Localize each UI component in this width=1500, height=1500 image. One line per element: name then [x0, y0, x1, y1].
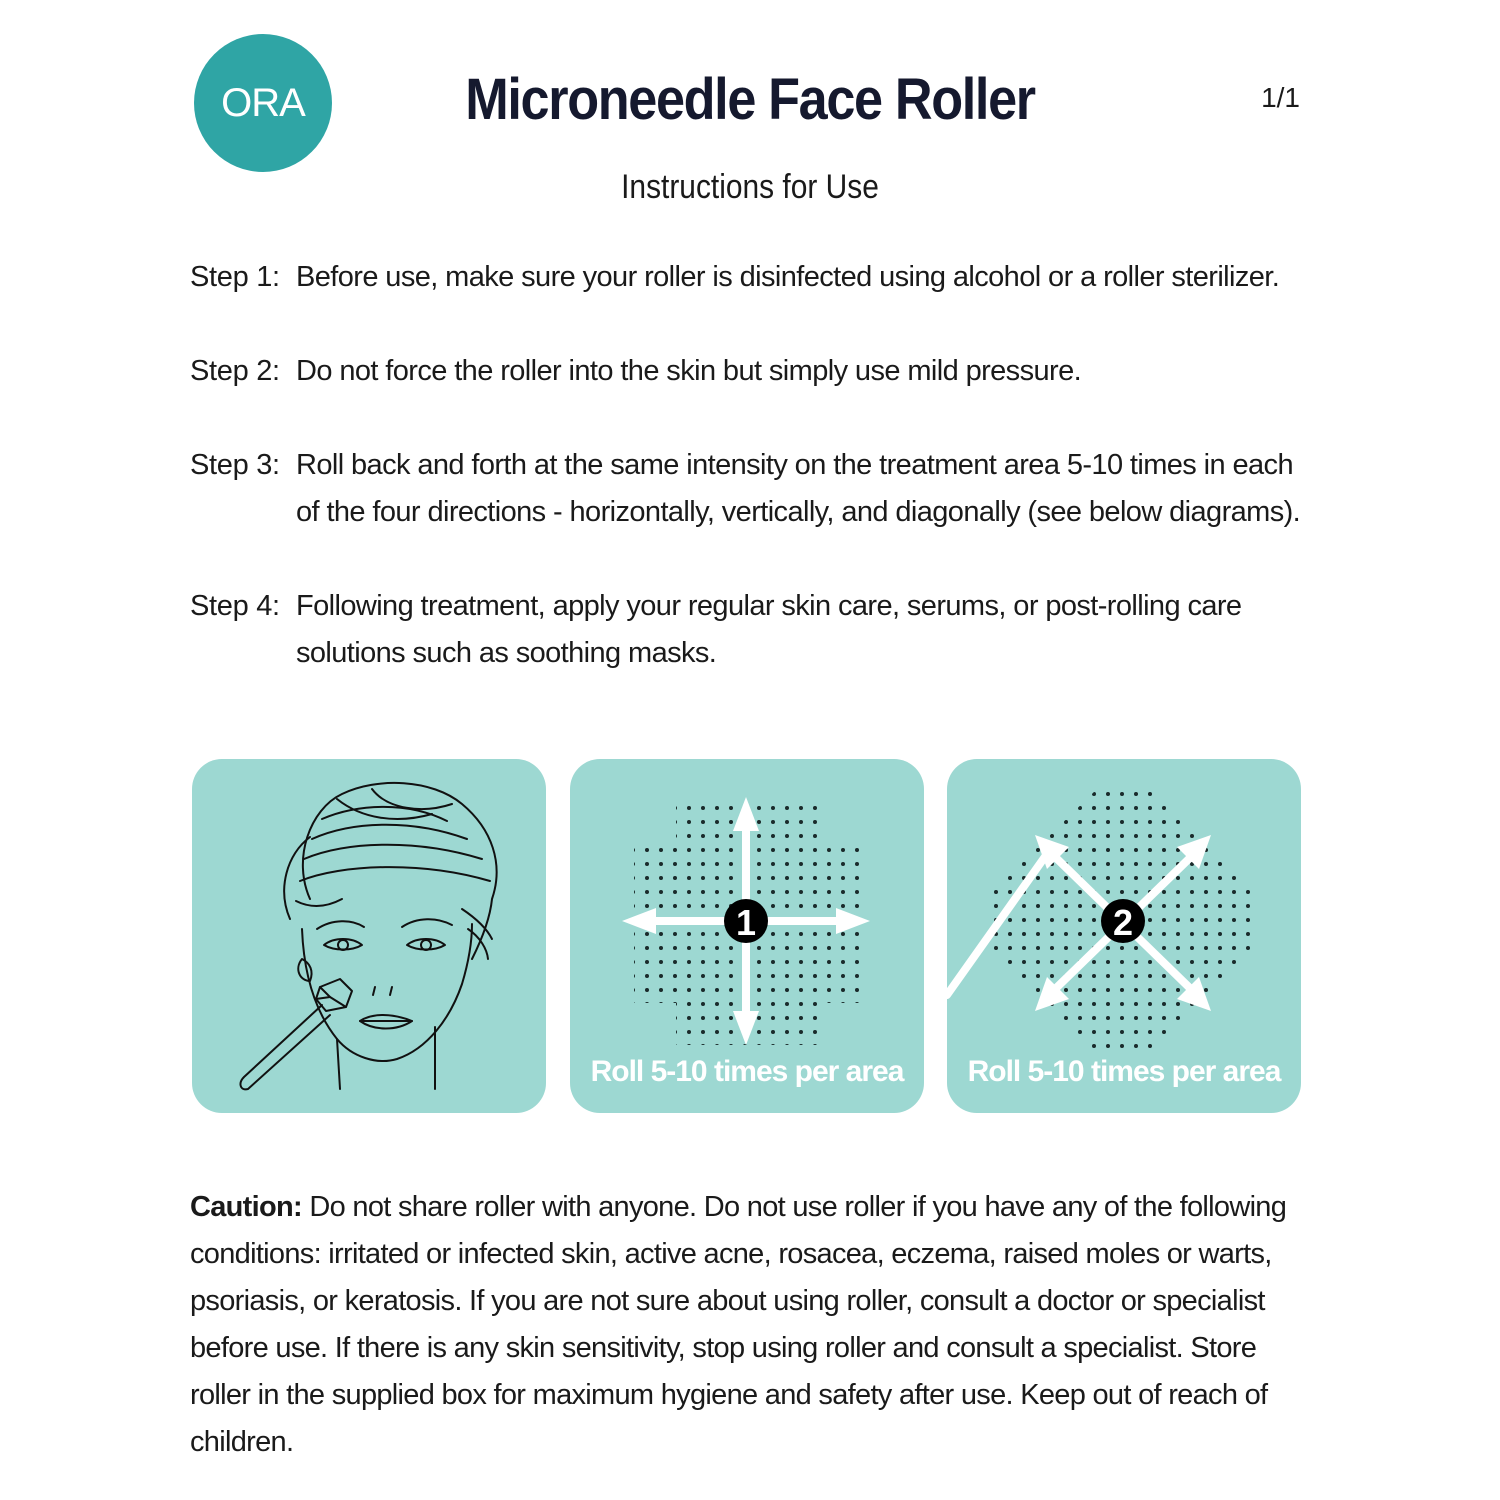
page-subtitle: Instructions for Use	[621, 168, 879, 206]
step-label: Step 3:	[190, 449, 280, 481]
step-text: Following treatment, apply your regular skin care, serums, or post-rolling care solutions such as soothing masks.	[296, 590, 1242, 669]
step-label: Step 2:	[190, 355, 280, 387]
logo-text: ORA	[221, 80, 305, 125]
step-number: 1	[735, 902, 757, 943]
step-label: Step 4:	[190, 590, 280, 622]
diagram-caption: Roll 5-10 times per area	[967, 1055, 1281, 1088]
step-text: Before use, make sure your roller is disinfected using alcohol or a roller sterilizer.	[296, 261, 1280, 293]
step-text: Do not force the roller into the skin but simply use mild pressure.	[296, 355, 1082, 387]
diagram-caption: Roll 5-10 times per area	[590, 1055, 904, 1088]
face-roller-illustration-icon	[192, 759, 546, 1113]
step-label: Step 1:	[190, 261, 280, 293]
caution-label: Caution:	[190, 1191, 302, 1223]
page-number: 1/1	[1261, 82, 1300, 113]
step-text: Roll back and forth at the same intensity on the treatment area 5-10 times in each of the four directions - horizontally, vertically, and diagonally (see below diagrams).	[296, 449, 1301, 528]
caution-text: Do not share roller with anyone. Do not use roller if you have any of the following conditions: irritated or infected skin, active acne, rosacea, eczema, raised moles or warts, psoriasis, or keratosis. If you are not sure about using roller, consult a doctor or specialist before use. If there is any skin sensitivity, stop using roller and consult a specialist. Store roller in the supplied box for maximum hygiene and safety after use. Keep out of reach of children.	[190, 1191, 1287, 1458]
page-title: Microneedle Face Roller	[465, 67, 1035, 132]
diagram-step-2	[947, 759, 1301, 1113]
diagram-face-roller	[192, 759, 546, 1113]
caution-note	[190, 1184, 1320, 1466]
step-number: 2	[1112, 902, 1134, 943]
diagram-step-1	[570, 759, 924, 1113]
